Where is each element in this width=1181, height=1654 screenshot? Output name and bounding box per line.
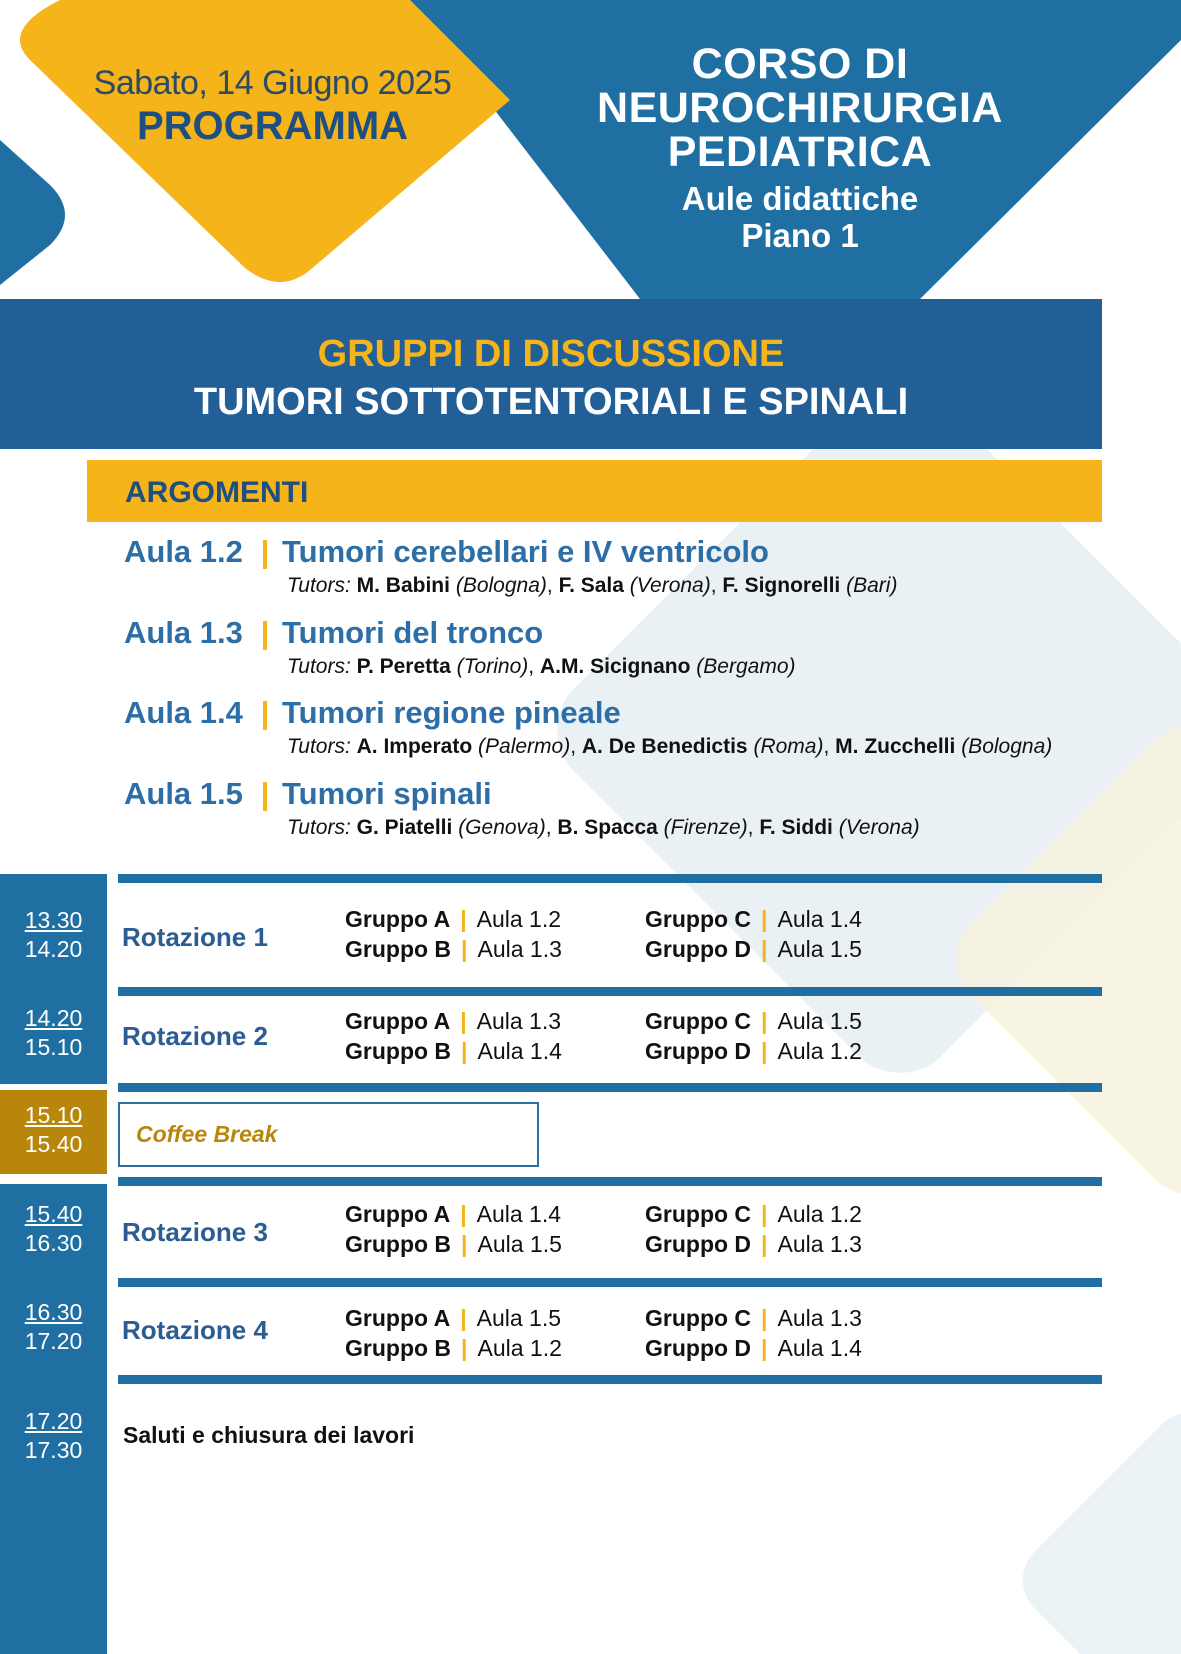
group-aula: Aula 1.2 <box>477 1335 562 1361</box>
time-start: 13.30 <box>24 907 83 933</box>
group-separator: | <box>761 1335 768 1361</box>
group-name: Gruppo B <box>345 1231 452 1257</box>
group-name: Gruppo B <box>345 936 452 962</box>
location-line2: Piano 1 <box>741 217 859 254</box>
tutor-city: (Bergamo) <box>696 655 796 678</box>
group-name: Gruppo D <box>645 936 752 962</box>
time-start: 15.10 <box>24 1102 83 1128</box>
group-name: Gruppo A <box>345 1008 451 1034</box>
group-aula: Aula 1.5 <box>476 1305 562 1331</box>
programma-heading: PROGRAMMA <box>136 104 409 148</box>
time-range <box>0 1407 107 1465</box>
topic-row <box>124 695 1124 731</box>
tutor-city: (Verona) <box>629 574 711 597</box>
group-assignment <box>645 1008 862 1035</box>
argomenti-heading: ARGOMENTI <box>125 476 309 509</box>
time-range <box>0 1004 107 1062</box>
group-assignment <box>345 1201 561 1228</box>
tutor-name: P. Peretta <box>356 655 451 678</box>
time-start: 16.30 <box>24 1299 83 1325</box>
tutor-name: G. Piatelli <box>356 816 453 839</box>
group-assignment <box>345 1231 562 1258</box>
tutor-city: (Bologna) <box>455 574 547 597</box>
time-range <box>0 1101 107 1159</box>
group-separator: | <box>461 1335 468 1361</box>
group-aula: Aula 1.2 <box>777 1201 862 1227</box>
time-end: 17.30 <box>24 1437 83 1463</box>
time-end: 16.30 <box>24 1230 83 1256</box>
group-separator: | <box>460 1201 467 1227</box>
topic-title: Tumori spinali <box>282 776 492 811</box>
group-aula: Aula 1.4 <box>777 1335 862 1361</box>
tutors-label: Tutors: <box>287 816 351 839</box>
rotation-label: Rotazione 3 <box>122 1217 268 1247</box>
group-assignment <box>645 1038 862 1065</box>
divider-line <box>118 1083 1102 1092</box>
tutor-city: (Roma) <box>753 735 824 758</box>
time-start: 15.40 <box>24 1201 83 1227</box>
tutor-name: M. Babini <box>356 574 450 597</box>
group-separator: | <box>461 1038 468 1064</box>
location-line1: Aule didattiche <box>681 180 919 217</box>
time-end: 17.20 <box>24 1328 83 1354</box>
time-end: 14.20 <box>24 936 83 962</box>
tutor-city: (Genova) <box>458 816 546 839</box>
group-aula: Aula 1.5 <box>777 936 862 962</box>
group-separator: | <box>461 936 468 962</box>
topic-row <box>124 534 1124 570</box>
closing-label: Saluti e chiusura dei lavori <box>123 1422 415 1448</box>
tutor-name: A. De Benedictis <box>581 735 748 758</box>
group-assignment <box>645 1305 862 1332</box>
topic-aula: Aula 1.4 <box>124 695 243 730</box>
argomenti-bar <box>87 460 1102 522</box>
group-separator: | <box>460 1008 467 1034</box>
group-aula: Aula 1.3 <box>476 1008 562 1034</box>
tutors-label: Tutors: <box>287 655 351 678</box>
divider-line <box>118 987 1102 996</box>
tutor-name: M. Zucchelli <box>835 735 956 758</box>
tutor-city: (Bari) <box>846 574 898 597</box>
topic-row <box>124 615 1124 651</box>
tutor-name: A. Imperato <box>356 735 473 758</box>
time-range <box>0 1200 107 1258</box>
group-separator: | <box>761 1231 768 1257</box>
group-separator: | <box>761 1008 768 1034</box>
group-name: Gruppo B <box>345 1038 452 1064</box>
time-start: 17.20 <box>24 1408 83 1434</box>
divider-line <box>118 1375 1102 1384</box>
topic-separator: | <box>260 534 270 569</box>
group-assignment <box>345 1305 561 1332</box>
group-name: Gruppo D <box>645 1038 752 1064</box>
topic-aula: Aula 1.2 <box>124 534 243 569</box>
group-name: Gruppo A <box>345 1201 451 1227</box>
tutors-label: Tutors: <box>287 735 351 758</box>
group-assignment <box>645 1201 862 1228</box>
course-title-block <box>560 42 1040 254</box>
group-name: Gruppo C <box>645 1201 752 1227</box>
group-aula: Aula 1.2 <box>476 906 562 932</box>
time-range <box>0 1298 107 1356</box>
time-range <box>0 906 107 964</box>
group-name: Gruppo C <box>645 1305 752 1331</box>
tutors-line: Tutors: A. Imperato (Palermo), A. De Benedictis (Roma), M. Zucchelli (Bologna) <box>287 735 1053 758</box>
tutor-city: (Bologna) <box>961 735 1053 758</box>
group-separator: | <box>761 1038 768 1064</box>
banner-title: GRUPPI DI DISCUSSIONE <box>317 333 785 375</box>
group-name: Gruppo D <box>645 1335 752 1361</box>
time-end: 15.40 <box>24 1131 83 1157</box>
group-name: Gruppo A <box>345 1305 451 1331</box>
topic-separator: | <box>260 615 270 650</box>
group-separator: | <box>460 1305 467 1331</box>
group-assignment <box>345 936 562 963</box>
group-assignment <box>645 1231 862 1258</box>
group-assignment <box>645 936 862 963</box>
time-end: 15.10 <box>24 1034 83 1060</box>
section-banner <box>0 299 1102 449</box>
group-separator: | <box>761 1305 768 1331</box>
tutor-city: (Verona) <box>838 816 920 839</box>
topic-aula: Aula 1.3 <box>124 615 243 650</box>
coffee-break-box <box>118 1102 539 1167</box>
tutor-city: (Firenze) <box>663 816 748 839</box>
group-aula: Aula 1.3 <box>777 1305 862 1331</box>
course-title-line2: NEUROCHIRURGIA <box>597 84 1003 132</box>
topic-item <box>124 695 1124 759</box>
group-separator: | <box>761 1201 768 1227</box>
group-assignment <box>345 1008 561 1035</box>
event-date: Sabato, 14 Giugno 2025 <box>93 64 452 102</box>
topic-title: Tumori cerebellari e IV ventricolo <box>282 534 769 569</box>
rotation-label: Rotazione 2 <box>122 1021 268 1051</box>
group-assignment <box>345 1335 562 1362</box>
tutors-line: Tutors: G. Piatelli (Genova), B. Spacca (Firenze), F. Siddi (Verona) <box>287 816 920 839</box>
group-name: Gruppo C <box>645 1008 752 1034</box>
topic-title: Tumori del tronco <box>282 615 544 650</box>
tutor-name: A.M. Sicignano <box>539 655 691 678</box>
topic-item <box>124 534 1124 598</box>
tutors-label: Tutors: <box>287 574 351 597</box>
tutors-line: Tutors: P. Peretta (Torino), A.M. Sicignano (Bergamo) <box>287 655 796 678</box>
topic-separator: | <box>260 776 270 811</box>
group-aula: Aula 1.3 <box>777 1231 862 1257</box>
group-name: Gruppo B <box>345 1335 452 1361</box>
divider-line <box>118 1177 1102 1186</box>
group-aula: Aula 1.3 <box>477 936 562 962</box>
topic-separator: | <box>260 695 270 730</box>
divider-line <box>118 1278 1102 1287</box>
group-aula: Aula 1.4 <box>777 906 862 932</box>
topic-row <box>124 776 1124 812</box>
banner-subtitle: TUMORI SOTTOTENTORIALI E SPINALI <box>193 381 909 423</box>
group-aula: Aula 1.4 <box>477 1038 562 1064</box>
tutor-city: (Palermo) <box>478 735 571 758</box>
group-separator: | <box>761 906 768 932</box>
group-aula: Aula 1.4 <box>476 1201 562 1227</box>
topic-item <box>124 776 1124 840</box>
group-assignment <box>345 906 561 933</box>
course-title-line3: PEDIATRICA <box>667 128 933 176</box>
group-aula: Aula 1.2 <box>777 1038 862 1064</box>
course-title-line1: CORSO DI <box>691 40 909 88</box>
tutor-city: (Torino) <box>456 655 529 678</box>
group-separator: | <box>460 906 467 932</box>
group-assignment <box>345 1038 562 1065</box>
group-aula: Aula 1.5 <box>777 1008 862 1034</box>
topic-item <box>124 615 1124 679</box>
topic-title: Tumori regione pineale <box>282 695 621 730</box>
tutor-name: F. Siddi <box>759 816 833 839</box>
group-assignment <box>645 906 862 933</box>
group-separator: | <box>761 936 768 962</box>
tutors-line: Tutors: M. Babini (Bologna), F. Sala (Verona), F. Signorelli (Bari) <box>287 574 898 597</box>
group-separator: | <box>461 1231 468 1257</box>
group-aula: Aula 1.5 <box>477 1231 562 1257</box>
group-name: Gruppo C <box>645 906 752 932</box>
group-name: Gruppo A <box>345 906 451 932</box>
topic-aula: Aula 1.5 <box>124 776 243 811</box>
group-assignment <box>645 1335 862 1362</box>
tutor-name: F. Sala <box>558 574 624 597</box>
coffee-break-label: Coffee Break <box>136 1121 278 1147</box>
rotation-label: Rotazione 1 <box>122 922 268 952</box>
group-name: Gruppo D <box>645 1231 752 1257</box>
divider-line <box>118 874 1102 883</box>
tutor-name: F. Signorelli <box>722 574 841 597</box>
tutor-name: B. Spacca <box>557 816 658 839</box>
rotation-label: Rotazione 4 <box>122 1315 268 1345</box>
time-start: 14.20 <box>24 1005 83 1031</box>
